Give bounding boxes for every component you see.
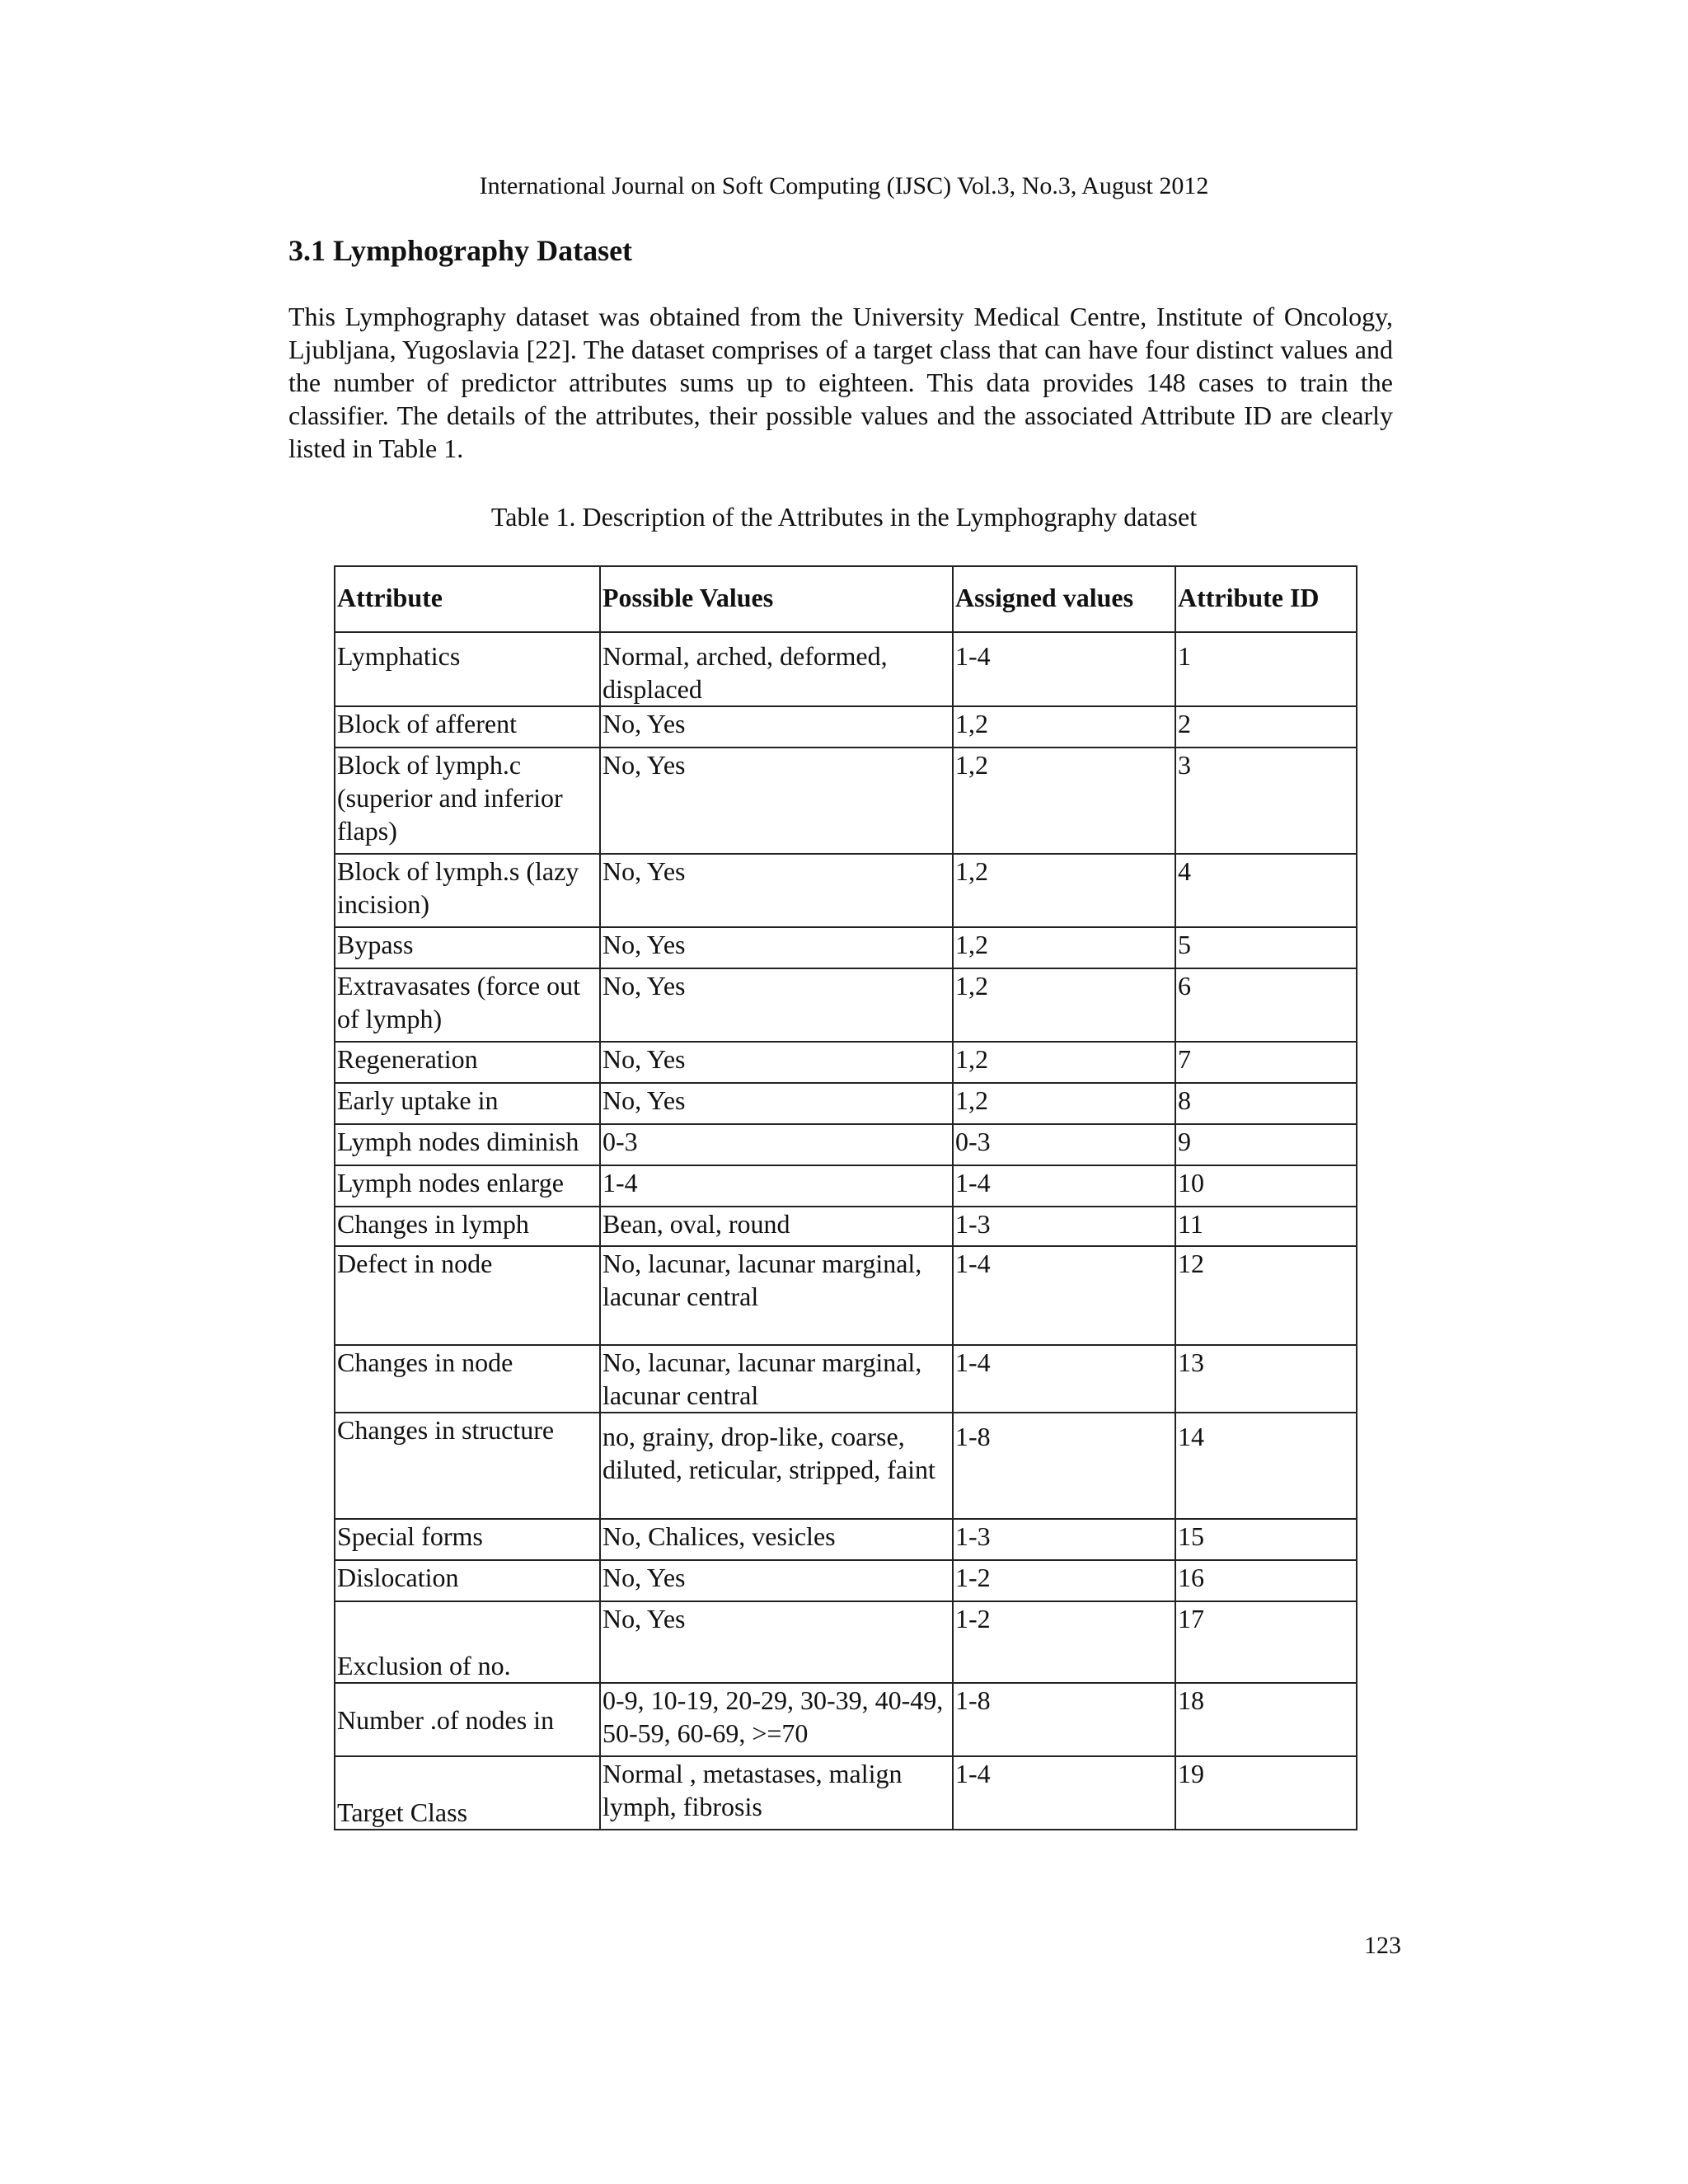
cell-possible-values: Bean, oval, round — [600, 1207, 953, 1246]
header-attribute-id: Attribute ID — [1175, 566, 1357, 632]
cell-attribute: Dislocation — [335, 1560, 600, 1601]
cell-assigned-values: 1,2 — [953, 854, 1175, 927]
cell-possible-values: 0-3 — [600, 1124, 953, 1165]
cell-attribute: Lymph nodes diminish — [335, 1124, 600, 1165]
cell-attribute: Block of afferent — [335, 706, 600, 748]
cell-possible-values: 1-4 — [600, 1165, 953, 1207]
cell-attribute-id: 2 — [1175, 706, 1357, 748]
cell-attribute-id: 4 — [1175, 854, 1357, 927]
cell-attribute: Changes in node — [335, 1345, 600, 1413]
table-row — [335, 1683, 1357, 1756]
cell-attribute: Special forms — [335, 1519, 600, 1560]
cell-attribute-id: 9 — [1175, 1124, 1357, 1165]
cell-attribute: Lymph nodes enlarge — [335, 1165, 600, 1207]
header-possible-values: Possible Values — [600, 566, 953, 632]
header-attribute: Attribute — [335, 566, 600, 632]
cell-assigned-values: 1-2 — [953, 1601, 1175, 1683]
cell-assigned-values: 1,2 — [953, 748, 1175, 854]
cell-attribute: Number .of nodes in — [335, 1683, 600, 1756]
cell-attribute-id: 16 — [1175, 1560, 1357, 1601]
table-row — [335, 1083, 1357, 1124]
cell-attribute: Regeneration — [335, 1042, 600, 1083]
cell-assigned-values: 1-3 — [953, 1207, 1175, 1246]
cell-attribute: Defect in node — [335, 1246, 600, 1345]
cell-attribute: Extravasates (force out of lymph) — [335, 968, 600, 1042]
cell-attribute-id: 7 — [1175, 1042, 1357, 1083]
header-assigned-values: Assigned values — [953, 566, 1175, 632]
cell-assigned-values: 1-3 — [953, 1519, 1175, 1560]
cell-attribute: Target Class — [335, 1756, 600, 1830]
cell-attribute-id: 3 — [1175, 748, 1357, 854]
cell-possible-values: No, Yes — [600, 1560, 953, 1601]
cell-assigned-values: 1-4 — [953, 1246, 1175, 1345]
cell-assigned-values: 1-4 — [953, 1756, 1175, 1830]
running-header: International Journal on Soft Computing (IJSC) Vol.3, No.3, August 2012 — [479, 172, 1209, 199]
cell-attribute: Changes in structure — [335, 1413, 600, 1519]
cell-attribute-id: 13 — [1175, 1345, 1357, 1413]
cell-assigned-values: 1,2 — [953, 927, 1175, 968]
cell-assigned-values: 1-8 — [953, 1413, 1175, 1519]
cell-possible-values: no, grainy, drop-like, coarse, diluted, reticular, stripped, faint — [600, 1413, 953, 1519]
cell-possible-values: No, lacunar, lacunar marginal, lacunar central — [600, 1246, 953, 1345]
table-row — [335, 632, 1357, 706]
table-row — [335, 927, 1357, 968]
cell-possible-values: Normal, arched, deformed, displaced — [600, 632, 953, 706]
cell-attribute-id: 14 — [1175, 1413, 1357, 1519]
table-row — [335, 1601, 1357, 1683]
table-row — [335, 1042, 1357, 1083]
cell-assigned-values: 1-4 — [953, 1345, 1175, 1413]
cell-attribute-id: 19 — [1175, 1756, 1357, 1830]
section-title: 3.1 Lymphography Dataset — [288, 234, 633, 267]
cell-assigned-values: 1,2 — [953, 968, 1175, 1042]
page-number: 123 — [1364, 1932, 1401, 1959]
cell-attribute: Block of lymph.c (superior and inferior flaps) — [335, 748, 600, 854]
cell-attribute-id: 12 — [1175, 1246, 1357, 1345]
table-row — [335, 748, 1357, 854]
cell-possible-values: No, Yes — [600, 854, 953, 927]
cell-attribute: Lymphatics — [335, 632, 600, 706]
cell-attribute: Changes in lymph — [335, 1207, 600, 1246]
table-row — [335, 1345, 1357, 1413]
cell-possible-values: No, Yes — [600, 706, 953, 748]
cell-attribute-id: 17 — [1175, 1601, 1357, 1683]
cell-possible-values: No, lacunar, lacunar marginal, lacunar central — [600, 1345, 953, 1413]
body-paragraph: This Lymphography dataset was obtained from the University Medical Centre, Institute of Oncology, Ljubljana, Yugoslavia [22]. The dataset comprises of a target class that can have four distinct values and the number of predictor attributes sums up to eighteen. This data provides 148 cases to train the classifier. The details of the attributes, their possible values and the associated Attribute ID are clearly listed in Table 1. — [288, 302, 1393, 463]
cell-attribute-id: 15 — [1175, 1519, 1357, 1560]
table-row — [335, 1246, 1357, 1345]
table-row — [335, 1519, 1357, 1560]
cell-attribute-id: 1 — [1175, 632, 1357, 706]
table-caption: Table 1. Description of the Attributes in the Lymphography dataset — [490, 502, 1198, 532]
table-row — [335, 854, 1357, 927]
cell-assigned-values: 1,2 — [953, 706, 1175, 748]
cell-possible-values: No, Chalices, vesicles — [600, 1519, 953, 1560]
table-row — [335, 968, 1357, 1042]
table-row — [335, 1413, 1357, 1519]
cell-possible-values: No, Yes — [600, 1083, 953, 1124]
cell-attribute-id: 8 — [1175, 1083, 1357, 1124]
attributes-table — [334, 565, 1357, 1830]
cell-attribute: Bypass — [335, 927, 600, 968]
cell-attribute-id: 6 — [1175, 968, 1357, 1042]
cell-possible-values: No, Yes — [600, 968, 953, 1042]
cell-assigned-values: 1,2 — [953, 1083, 1175, 1124]
table-row — [335, 1124, 1357, 1165]
table-row — [335, 1560, 1357, 1601]
table-row — [335, 1756, 1357, 1830]
table-row — [335, 1207, 1357, 1246]
cell-attribute: Early uptake in — [335, 1083, 600, 1124]
cell-possible-values: Normal , metastases, malign lymph, fibrosis — [600, 1756, 953, 1830]
cell-possible-values: No, Yes — [600, 1601, 953, 1683]
cell-assigned-values: 1-8 — [953, 1683, 1175, 1756]
table-header-row — [335, 566, 1357, 632]
cell-assigned-values: 1-4 — [953, 632, 1175, 706]
cell-possible-values: No, Yes — [600, 927, 953, 968]
cell-attribute: Block of lymph.s (lazy incision) — [335, 854, 600, 927]
cell-possible-values: No, Yes — [600, 1042, 953, 1083]
cell-assigned-values: 1-4 — [953, 1165, 1175, 1207]
cell-assigned-values: 0-3 — [953, 1124, 1175, 1165]
cell-possible-values: No, Yes — [600, 748, 953, 854]
cell-attribute-id: 18 — [1175, 1683, 1357, 1756]
cell-attribute-id: 11 — [1175, 1207, 1357, 1246]
cell-attribute-id: 10 — [1175, 1165, 1357, 1207]
table-row — [335, 1165, 1357, 1207]
cell-possible-values: 0-9, 10-19, 20-29, 30-39, 40-49, 50-59, 60-69, >=70 — [600, 1683, 953, 1756]
cell-assigned-values: 1,2 — [953, 1042, 1175, 1083]
cell-assigned-values: 1-2 — [953, 1560, 1175, 1601]
cell-attribute: Exclusion of no. — [335, 1601, 600, 1683]
table-row — [335, 706, 1357, 748]
cell-attribute-id: 5 — [1175, 927, 1357, 968]
